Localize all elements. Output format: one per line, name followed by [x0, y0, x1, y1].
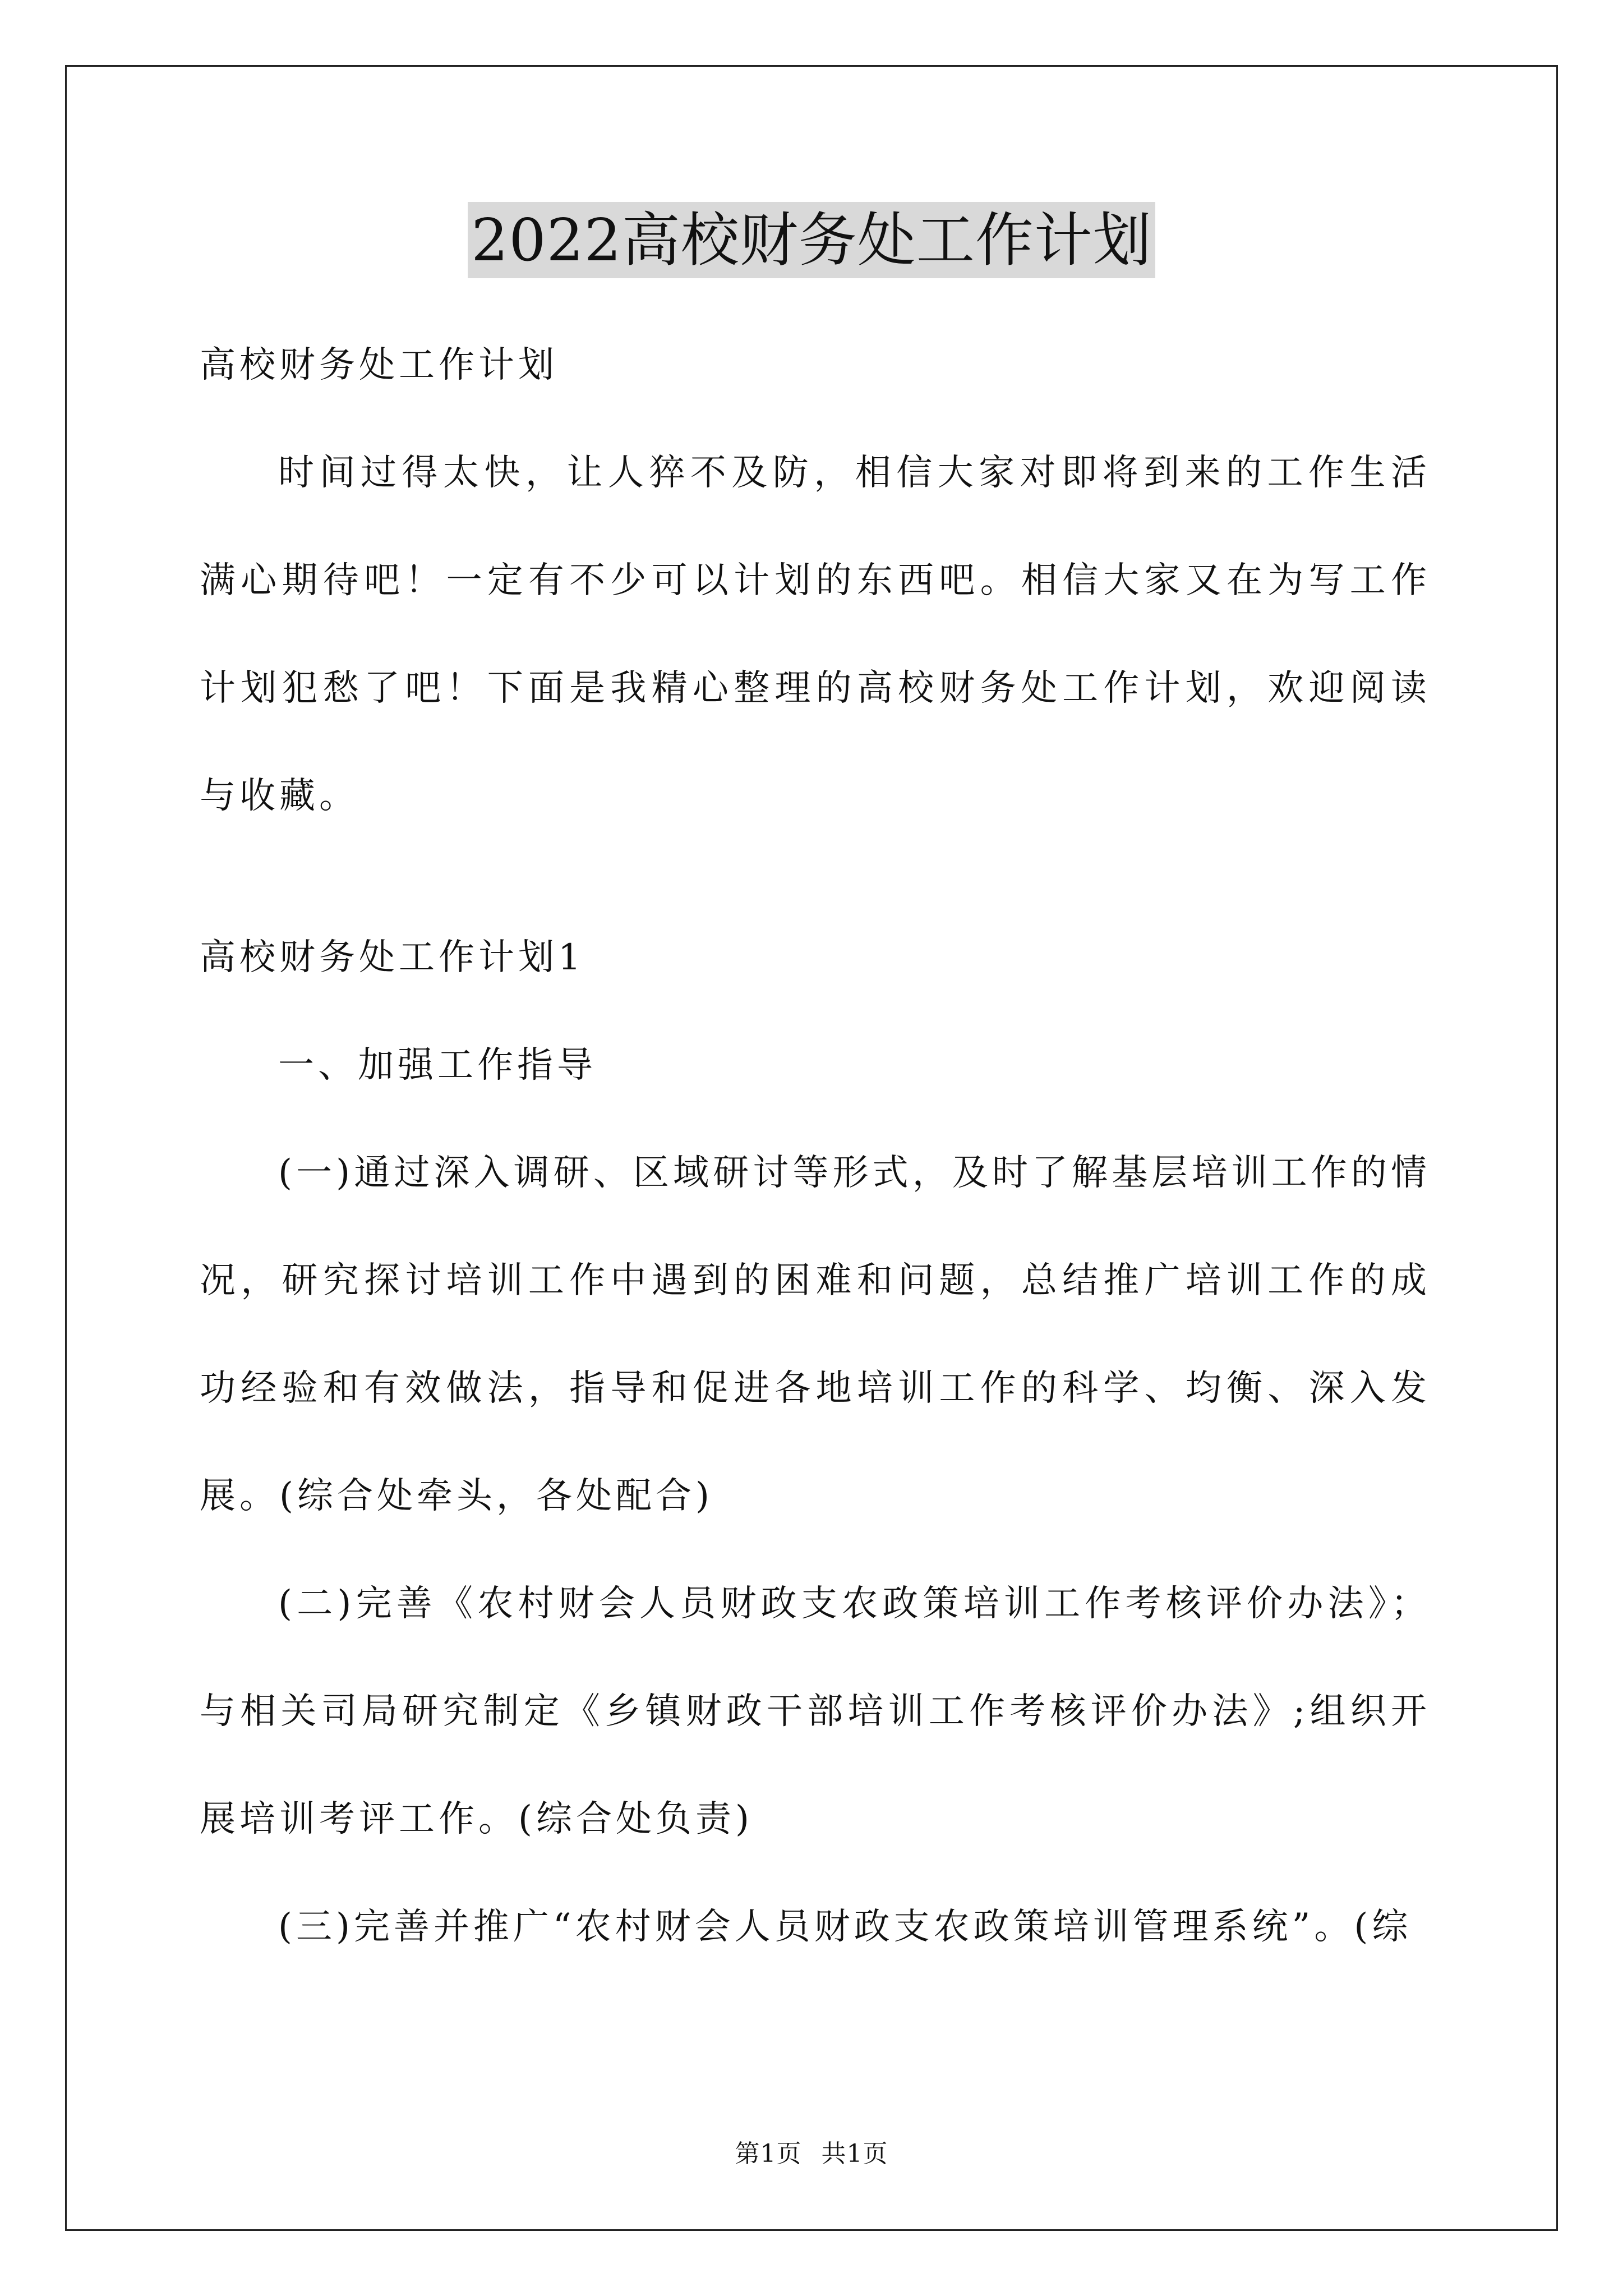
page-number-current: 第1页 — [735, 2139, 802, 2168]
body-paragraph: (二)完善《农村财会人员财政支农政策培训工作考核评价办法》；与相关司局研究制定《乡镇财政干部培训工作考核评价办法》;组织开展培训考评工作。(综合处负责) — [200, 1583, 1431, 1840]
paragraph-spacer — [200, 850, 1431, 904]
title-container — [0, 202, 1623, 278]
body-paragraph: (一)通过深入调研、区域研讨等形式，及时了解基层培训工作的情况，研究探讨培训工作中遇到的困难和问题，总结推广培训工作的成功经验和有效做法，指导和促进各地培训工作的科学、均衡、深入发展。(综合处牵头，各处配合) — [200, 1152, 1431, 1517]
intro-paragraph: 时间过得太快，让人猝不及防，相信大家对即将到来的工作生活满心期待吧！一定有不少可以计划的东西吧。相信大家又在为写工作计划犯愁了吧！下面是我精心整理的高校财务处工作计划，欢迎阅读与收藏。 — [200, 452, 1431, 817]
subsection-heading: 一、加强工作指导 — [278, 1045, 597, 1086]
section-heading: 高校财务处工作计划 — [200, 344, 558, 386]
page-footer — [0, 2137, 1623, 2171]
document-body — [200, 311, 1431, 1981]
page-number-total: 共1页 — [821, 2139, 888, 2168]
plan-heading: 高校财务处工作计划1 — [200, 937, 585, 978]
document-title: 2022高校财务处工作计划 — [468, 202, 1155, 278]
body-paragraph: (三)完善并推广“农村财会人员财政支农政策培训管理系统”。(综 — [278, 1906, 1412, 1948]
